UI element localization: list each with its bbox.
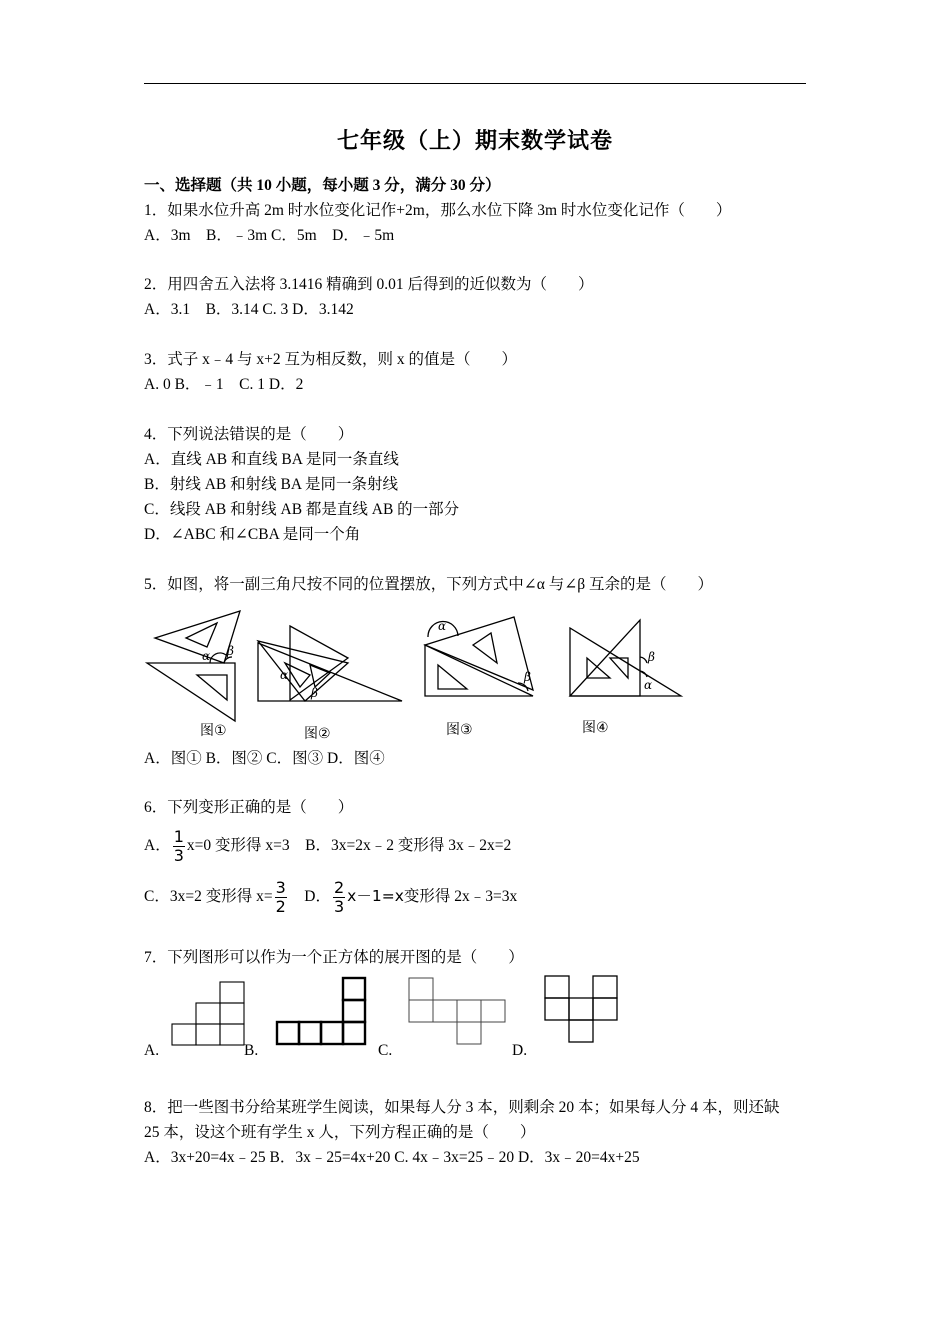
q6-row1 (144, 826, 511, 866)
q8-options: A．3x+20=4x﹣25 B．3x﹣25=4x+20 C. 4x﹣3x=25﹣20 D．3x﹣20=4x+25 (144, 1149, 640, 1166)
fig1-caption: 图① (200, 723, 227, 739)
q6-d-fraction: $\frac{2}{3}$ (333, 877, 345, 916)
fig3-caption: 图③ (446, 722, 473, 738)
q7-label-c: C. (378, 1042, 393, 1059)
q5-options: A．图① B．图② C．图③ D．图④ (144, 750, 385, 767)
q6-c-text: C．3x=2 变形得 x= (144, 888, 273, 905)
q6-c-fraction: $\frac{3}{2}$ (275, 877, 286, 916)
q6-a-prefix: A． (144, 837, 171, 854)
page-title: 七年级（上）期末数学试卷 (336, 128, 613, 153)
triangle-figures (140, 603, 700, 743)
q6-a-text: x=0 变形得 x=3 B．3x=2x﹣2 变形得 3x﹣2x=2 (186, 837, 512, 854)
q8-stem-line1: 8．把一些图书分给某班学生阅读，如果每人分 3 本，则剩余 20 本；如果每人分 4 本，则还缺 (144, 1099, 780, 1116)
q2-options: A．3.1 B．3.14 C. 3 D．3.142 (144, 301, 354, 318)
net-d (545, 976, 617, 1042)
fig1-triangle-lower (147, 663, 235, 721)
q1-stem: 1．如果水位升高 2m 时水位变化记作+2m，那么水位下降 3m 时水位变化记作（ ） (144, 202, 732, 219)
q4-option-a: A．直线 AB 和直线 BA 是同一条直线 (144, 451, 399, 468)
q6-d-text: 变形得 2x﹣3=3x (403, 888, 518, 905)
q6-d-equation: x－1=x (347, 887, 404, 905)
section-heading: 一、选择题（共 10 小题，每小题 3 分，满分 30 分） (144, 177, 501, 194)
q3-stem: 3．式子 x﹣4 与 x+2 互为相反数，则 x 的值是（ ） (144, 351, 517, 368)
q7-stem: 7．下列图形可以作为一个正方体的展开图的是（ ） (144, 949, 524, 966)
fig3-alpha-label: α (438, 619, 447, 633)
net-c (409, 978, 505, 1044)
fig2-beta-label: β (311, 686, 318, 700)
q6-stem: 6．下列变形正确的是（ ） (144, 799, 354, 816)
q6-a-fraction: $\frac{1}{3}$ (173, 826, 184, 865)
fig4-alpha-label: α (644, 678, 653, 692)
fig4-caption: 图④ (582, 720, 609, 736)
fig1-triangle-lower-inner (197, 675, 227, 700)
fig4-inner-a (587, 658, 610, 678)
top-rule (144, 83, 806, 84)
q6-row2 (144, 876, 517, 917)
fig2-inner-1 (285, 663, 310, 687)
q7-label-a: A. (144, 1042, 160, 1059)
fig3-beta-label: β (524, 670, 531, 684)
q8-stem-line2: 25 本，设这个班有学生 x 人，下列方程正确的是（ ） (144, 1124, 536, 1141)
q5-stem: 5．如图，将一副三角尺按不同的位置摆放，下列方式中∠α 与∠β 互余的是（ ） (144, 576, 713, 593)
q2-stem: 2．用四舍五入法将 3.1416 精确到 0.01 后得到的近似数为（ ） (144, 276, 594, 293)
fig3-triangle-front-inner (438, 665, 467, 689)
fig3-triangle-front (425, 645, 533, 696)
fig4-beta-arc (640, 657, 647, 663)
q4-option-d: D．∠ABC 和∠CBA 是同一个角 (144, 526, 361, 543)
q7-label-d: D. (512, 1042, 528, 1059)
q7-label-b: B. (244, 1042, 259, 1059)
q3-options: A. 0 B．﹣1 C. 1 D．2 (144, 376, 304, 393)
q4-option-c: C．线段 AB 和射线 AB 都是直线 AB 的一部分 (144, 501, 460, 518)
q4-option-b: B．射线 AB 和射线 BA 是同一条射线 (144, 476, 399, 493)
fig1-beta-label: β (227, 644, 234, 658)
fig4-inner-b (610, 658, 628, 678)
fig3-triangle-back-inner (473, 633, 497, 663)
fig2-alpha-label: α (280, 668, 289, 682)
net-a (172, 982, 244, 1045)
net-b (277, 978, 365, 1044)
fig4-beta-label: β (648, 650, 655, 664)
q6-d-prefix: D． (304, 888, 331, 905)
fig1-alpha-label: α (202, 649, 211, 663)
fig2-caption: 图② (304, 726, 331, 742)
fig4-triangle-b (570, 620, 640, 696)
q1-options: A．3m B．﹣3m C．5m D．﹣5m (144, 227, 395, 244)
q4-stem: 4．下列说法错误的是（ ） (144, 426, 354, 443)
